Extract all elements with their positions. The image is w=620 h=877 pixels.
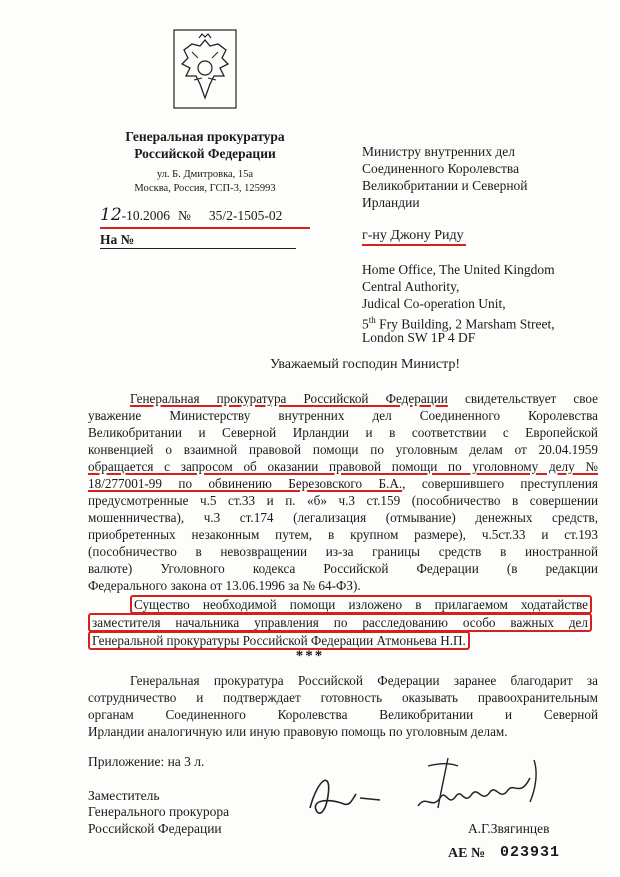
coat-of-arms-emblem-icon [172,28,238,110]
signer-title-line2: Генерального прокурора [88,804,230,819]
para1-line8: мошенничества), ч.3 ст.174 (легализация (отмывание) денежных средств, [88,510,598,525]
salutation: Уважаемый господин Министр! [270,357,461,372]
recipient-en-line1: Home Office, The United Kingdom [362,262,555,277]
recipient-line4: Ирландии [362,195,420,210]
para1-highlight-case: 18/277001-99 по обвинению Березовского Б.А. [88,476,403,491]
recipient-line1: Министру внутренних дел [362,144,515,159]
recipient-line2: Соединенного Королевства [362,161,520,176]
org-name-line2: Российской Федерации [134,146,276,161]
para2-line2 [88,614,592,631]
para1-line7: предусмотренные ч.5 ст.33 и п. «б» ч.3 ст.159 (пособничество в совершении [88,493,598,508]
para2-highlight3: Генеральной прокуратуры Российской Федерации Атмоньева Н.П. [88,631,470,650]
org-address-line2: Москва, Россия, ГСП-3, 125993 [134,183,276,194]
para1-line11: валюте) Уголовного кодекса Российской Федерации (в редакции [88,561,598,576]
para2-line3 [88,632,598,649]
para1-line12: Федерального закона от 13.06.1996 за № 64-ФЗ). [88,578,361,593]
para1-highlight-subject: Генеральная прокуратура Российской Федерации [130,391,448,406]
para1-line2: уважение Министерству внутренних дел Соединенного Королевства [88,408,598,423]
para2-highlight1: Существо необходимой помощи изложено в прилагаемом ходатайстве [130,595,592,614]
building-number: 5 [362,316,369,332]
para1-line5: обращается с запросом об оказании правовой помощи по уголовному делу № [88,459,598,474]
para1-line9: приобретенных незаконным путем, в крупном размере), ч.5ст.33 и ст.193 [88,527,598,542]
recipient-en-line3: Judical Co-operation Unit, [362,296,506,311]
para1-line1-rest: свидетельствует свое [447,391,598,406]
para3-line1: Генеральная прокуратура Российской Федерации заранее благодарит за [130,673,598,688]
para2-line1 [130,596,592,613]
section-separator: *** [295,648,325,664]
serial-number: 023931 [500,844,561,861]
signer-name: А.Г.Звягинцев [468,821,550,836]
org-address-line1: ул. Б. Дмитровка, 15а [156,169,254,180]
building-suffix: th [368,315,376,325]
date-day: 12 [100,205,122,225]
para1-line6-rest: , совершившего преступления [402,476,598,491]
recipient-en-line5: London SW 1P 4 DF [362,330,476,345]
para3-line2: сотрудничество и подтверждает готовность оказывать правоохранительным [88,690,598,705]
para1-line10: (пособничество в невозвращении из-за границы средств в иностранной [88,544,598,559]
signer-title-line1: Заместитель [88,788,160,803]
para1-line3: Великобритании и Северной Ирландии и в соответствии с Европейской [88,425,598,440]
recipient-line3: Великобритании и Северной [362,178,528,193]
para3-line4: Ирландии аналогичную или иную правовую помощь по уголовным делам. [88,724,508,739]
attachment-note: Приложение: на 3 л. [88,754,205,769]
number-label: № [178,208,191,223]
building-street: Fry Building, 2 Marsham Street, [375,316,555,332]
recipient-name: г-ну Джону Риду [362,227,466,246]
para1-line6 [88,475,598,492]
para3-line3: органам Соединенного Королевства Великобритании и Северной [88,707,598,722]
signer-title-line3: Российской Федерации [88,821,222,836]
reply-to-number: На № [100,232,296,249]
org-name-line1: Генеральная прокуратура [125,129,285,144]
serial-label: АЕ № [448,846,486,861]
date-number-line [100,205,310,229]
para1-line1 [130,390,598,407]
outgoing-number: 35/2-1505-02 [208,208,283,223]
recipient-en-line2: Central Authority, [362,279,460,294]
para2-highlight2: заместителя начальника управления по расследованию особо важных дел [88,613,592,632]
para1-line4: конвенцией о взаимной правовой помощи по уголовным делам от 20.04.1959 [88,442,598,457]
date-month-year: -10.2006 [121,208,171,223]
